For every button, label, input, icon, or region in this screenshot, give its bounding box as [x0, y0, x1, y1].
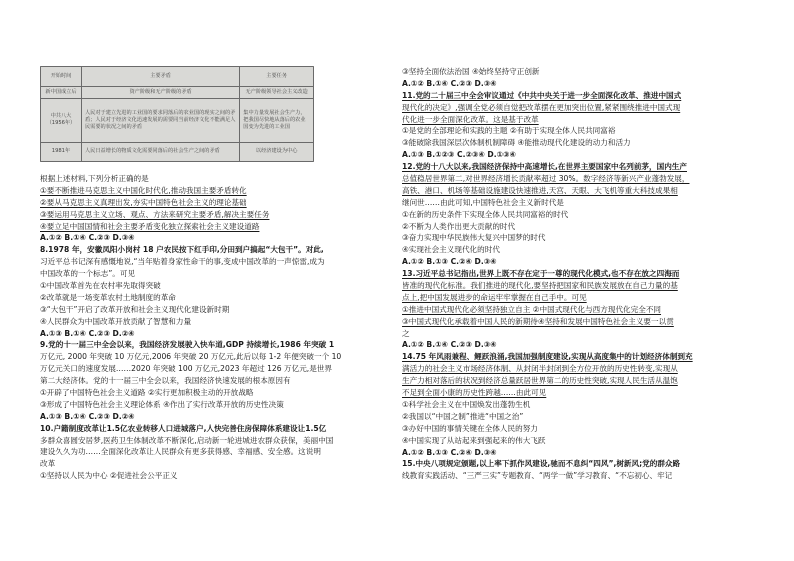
text-line: ②改革就是一场变革农村土地制度的革命 [40, 292, 176, 302]
text-line: 11.党的二十届三中全会审议通过《中共中央关于进一步全面深化改革、推进中国式 [402, 90, 682, 100]
text-line: 中国改革的一个标志”。可见 [40, 269, 136, 279]
table-header-cell: 主要任务 [240, 67, 314, 87]
text-line: ①科学社会主义在中国焕发出蓬勃生机 [402, 399, 531, 409]
text-line: 生产力相对落后的状况到经济总量跃居世界第二的历史性突破,实现人民生活从温饱 [402, 376, 678, 386]
text-line: 10.户籍制度改革让1.5亿农业转移人口进城落户,人快完善住房保障体系建设让1.5亿 [40, 423, 327, 433]
text-line: 12.党的十八大以来,我国经济保持中高速增长,在世界主要国家中名列前茅，国内生产 [402, 162, 687, 172]
text-line: 第二大经济体。党的十一届三中全会以来，我国经济快速发展的根本原因有 [40, 376, 291, 386]
text-line: ①是党的全部理论和实践的主题 ②有助于实现全体人民共同富裕 [402, 126, 616, 136]
text-line: 万亿元, 2000 年突破 10 万亿元,2006 年突破 20 万亿元,此后以每 1-2 年便突破一个 10 [40, 352, 342, 362]
text-line: ③“大包干”开启了改革开放和社会主义现代化建设新时期 [40, 304, 230, 314]
text-line: 不足到全面小康的历史性跨越……由此可见 [402, 388, 547, 398]
text-line: ②不断为人类作出更大贡献的时代 [402, 221, 516, 231]
table-cell: 以经济建设为中心 [240, 142, 314, 162]
text-line: A.①③ B.①④ C.②③ D.②④ [40, 411, 135, 421]
text-line: ②我国以“中国之制”推进“中国之治” [402, 411, 524, 421]
text-line: 习近平总书记深有感慨地说,“当年贴着身家性命干的事,变成中国改革的一声惊雷,成为 [40, 257, 325, 267]
text-line: ④人民群众为中国改革开放贡献了智慧和力量 [40, 316, 192, 326]
text-line: 9.党的十一届三中全会以来，我国经济发展驶入快车道,GDP 持续增长,1986 年突破 1 [40, 340, 335, 350]
text-line: 现代化的决定》,强调全党必须自觉把改革摆在更加突出位置,紧紧围绕推进中国式现 [402, 102, 681, 112]
text-line: 高铁、港口、机场等基础设施建设快速推进,天宫、天眼、大飞机等重大科技成果相 [402, 185, 678, 195]
text-line: ③要运用马克思主义立场、观点、方法来研究主要矛盾,解决主要任务 [40, 209, 270, 219]
text-line: A.①③ B.①②③ C.②③④ D.①③④ [402, 150, 516, 160]
text-line: 14.75 年风雨兼程、鲤跃浪涌,我国加强制度建设,实现从高度集中的计划经济体制到充 [402, 352, 693, 362]
text-line: 改革 [40, 459, 56, 469]
table-header-cell: 主要矛盾 [81, 67, 239, 87]
text-line: ④要立足中国国情和社会主要矛盾变化独立探索社会主义建设道路 [40, 221, 260, 231]
table-photo [40, 66, 314, 162]
text-line: ③坚持全面依法治国 ④始终坚持守正创新 [402, 67, 540, 76]
table-cell: 中共八大 （1956年） [41, 98, 82, 142]
table-cell: 无产阶级领导社会主义改造 [240, 86, 314, 98]
left-column [40, 173, 395, 482]
table-header-row [41, 67, 314, 87]
text-line: 建设久久为功……全面深化改革让人民群众有更多获得感、幸福感、安全感。这说明 [40, 447, 321, 457]
text-line: ①要不断推进马克思主义中国化时代化,推动我国主要矛盾转化 [40, 185, 247, 195]
text-line: A.①② B.①③ C.②④ D.③④ [402, 257, 497, 267]
text-line: 总值稳居世界第二,对世界经济增长贡献率超过 30%。数字经济等新兴产业蓬勃发展， [402, 174, 690, 184]
table-row [41, 142, 314, 162]
text-line: ③办好中国的事情关键在全体人民的努力 [402, 423, 538, 433]
right-column [402, 66, 757, 482]
table-row [41, 86, 314, 98]
text-line: ①在新的历史条件下实现全体人民共同富裕的时代 [402, 209, 569, 219]
table-row [41, 98, 314, 142]
text-line: ④实现社会主义现代化的时代 [402, 245, 500, 255]
text-line: 代化进一步全面深化改革。这是基于改革 [402, 114, 539, 124]
contradiction-table [40, 66, 314, 162]
text-line: 皆准的现代化标准。我们推进的现代化,要坚持把国家和民族发展放在自己力量的基 [402, 281, 678, 291]
text-line: ①中国改革首先在农村率先取得突破 [40, 281, 161, 291]
text-line: ①推进中国式现代化必须坚持独立自主 ②中国式现代化与西方现代化完全不同 [402, 304, 662, 314]
text-line: ③形成了中国特色社会主义理论体系 ④作出了实行改革开放的历史性决策 [40, 399, 284, 409]
table-cell: 1981年 [41, 142, 82, 162]
text-line: 多群众喜圆安居梦,医药卫生体制改革不断深化,启动新一轮进城进农群众获保，美丽中国 [40, 435, 334, 445]
text-line: 之 [402, 328, 410, 338]
text-line: A.①② B.①③ C.②④ D.③④ [402, 447, 497, 457]
table-cell: 集中力量发展社会生产力，把我国尽快地从落后的农业国变为先进的工业国 [240, 98, 314, 142]
text-line: ①开辟了中国特色社会主义道路 ②实行更加积极主动的开放战略 [40, 388, 254, 398]
text-line: ④中国实现了从站起来到强起来的伟大飞跃 [402, 435, 546, 445]
text-line: 线教育实践活动、“三严三实”专题教育、“两学一做”学习教育、“不忘初心、牢记 [402, 471, 673, 481]
text-line: 13.习近平总书记指出,世界上既不存在定于一尊的现代化模式,也不存在放之四海而 [402, 269, 680, 279]
text-line: 继问世……由此可知,中国特色社会主义新时代是 [402, 197, 564, 207]
text-line: ①坚持以人民为中心 ②促进社会公平正义 [40, 471, 178, 481]
table-header-cell: 开始时间 [41, 67, 82, 87]
text-line: 根据上述材料,下列分析正确的是 [40, 174, 149, 183]
text-line: ③中国式现代化承载着中国人民的新期待④坚持和发展中国特色社会主义要一以贯 [402, 316, 674, 326]
text-line: ③奋力实现中华民族伟大复兴中国梦的时代 [402, 233, 546, 243]
table-cell: 人民对于建立先进的工业国的要求同落后的农业国的现实之间的矛盾；人民对于经济文化迅速发展的需要同当前经济文化不能满足人民需要的状况之间的矛盾 [81, 98, 239, 142]
table-cell: 人民日益增长的物质文化需要同落后的社会生产之间的矛盾 [81, 142, 239, 162]
text-line: 满活力的社会主义市场经济体制、从封闭半封闭到全方位开放的历史性转变,实现从 [402, 364, 678, 374]
text-line: A.①② B.①④ C.②③ D.③④ [402, 340, 497, 350]
text-line: ②要从马克思主义真理出发,夯实中国特色社会主义的理论基础 [40, 197, 247, 207]
text-line: A.①③ B.①④ C.②③ D.②④ [40, 328, 135, 338]
text-line: 万亿元关口的速度发展……2020 年突破 100 万亿元,2023 年超过 126 万亿元,是世界 [40, 364, 332, 374]
text-line: 点上,把中国发展进步的命运牢牢掌握在自己手中。可见 [402, 292, 587, 302]
text-line: A.①② B.①④ C.②③ D.③④ [402, 78, 497, 88]
text-line: 15.中央八项规定颁题,以上率下抓作风建设,驰而不息纠“四风”,树新风;党的群众路 [402, 459, 681, 469]
text-line: ③能破除我国深层次体制机制障碍 ④能推动现代化建设的动力和活力 [402, 138, 631, 148]
text-line: A.①② B.①④ C.②③ D.③④ [40, 233, 135, 243]
table-cell: 新中国成立后 [41, 86, 82, 98]
text-line: 8.1978 年，安徽凤阳小岗村 18 户农民按下红手印,分田到户搞起“大包干”。对此, [40, 245, 324, 255]
table-cell: 资产阶级和无产阶级的矛盾 [81, 86, 239, 98]
